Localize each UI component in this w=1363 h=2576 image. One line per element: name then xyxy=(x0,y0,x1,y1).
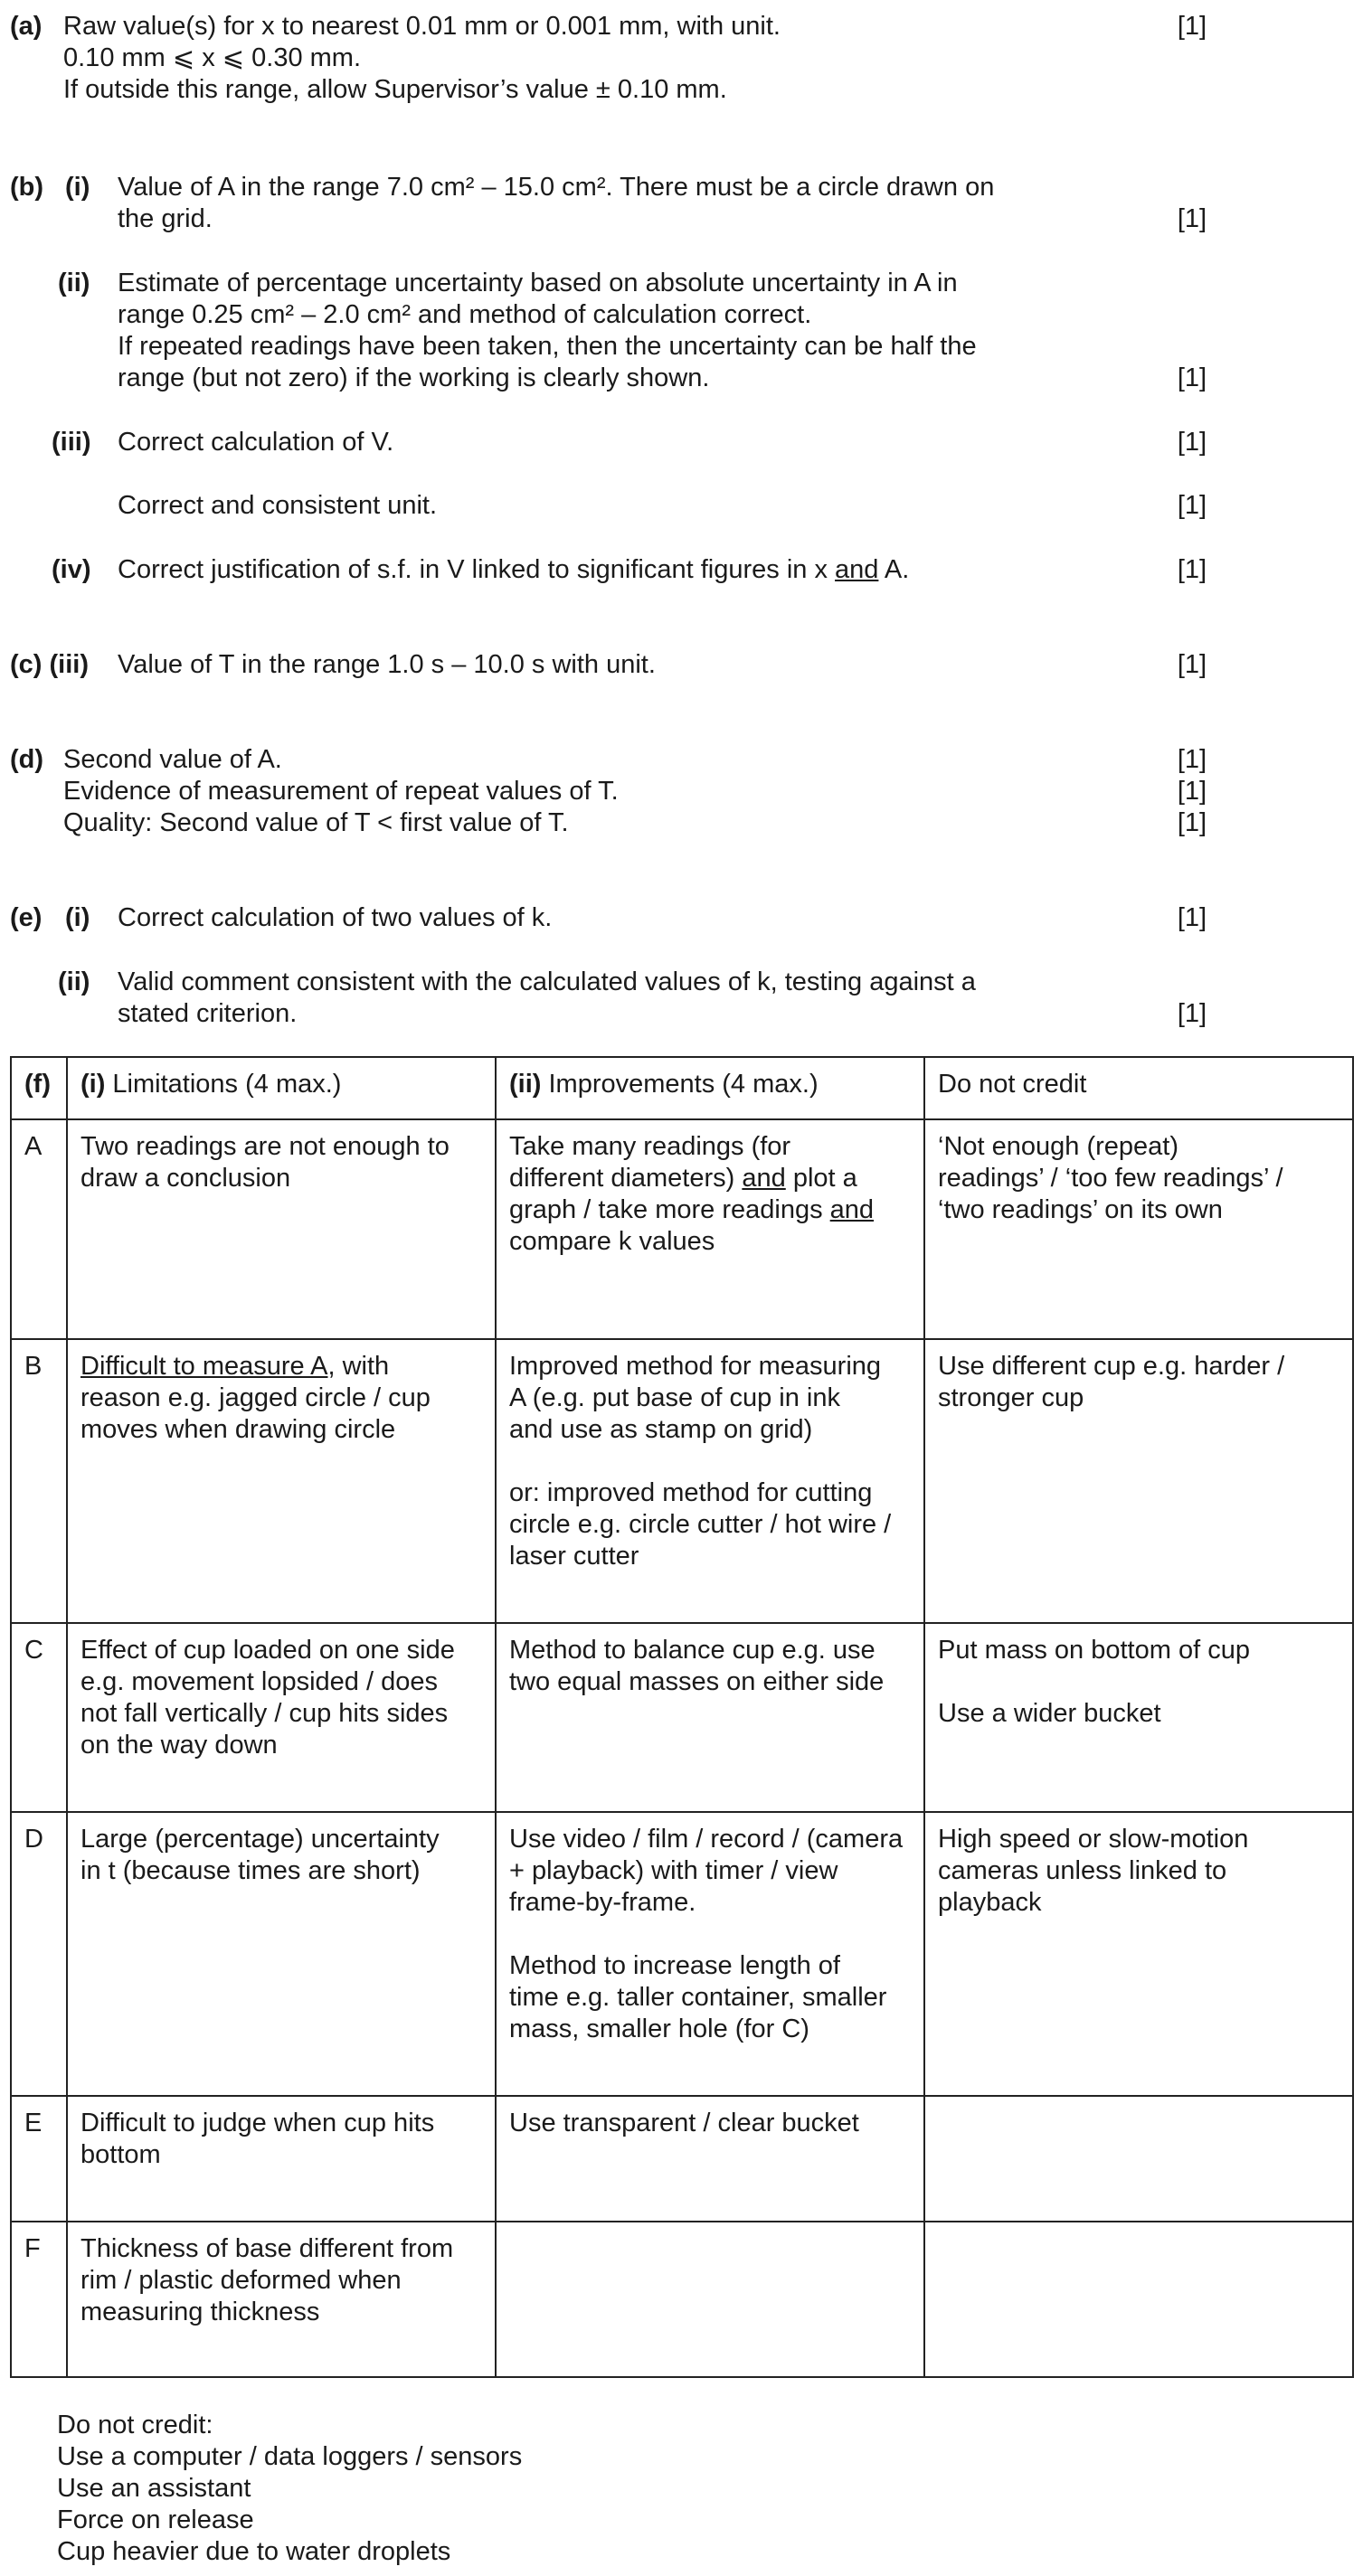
row-b-nocredit-line-2: stronger cup xyxy=(938,1383,1084,1412)
row-b-improvement-line-3: and use as stamp on grid) xyxy=(509,1415,813,1444)
row-b-improvement-alt-line-3: laser cutter xyxy=(509,1542,639,1571)
row-b-nocredit-line-1: Use different cup e.g. harder / xyxy=(938,1352,1285,1381)
part-b-iii-mark-2: [1] xyxy=(1177,491,1207,520)
row-a-improvement-and-1: and xyxy=(742,1164,786,1193)
row-c-id: C xyxy=(11,1623,67,1812)
table-header-limitations-label: (i) xyxy=(80,1070,106,1099)
row-a-nocredit xyxy=(924,1119,1353,1339)
part-c-label: (c) (iii) xyxy=(10,650,89,679)
do-not-credit-item-3: Force on release xyxy=(57,2505,254,2534)
do-not-credit-list xyxy=(57,2410,522,2568)
row-c-limitation-line-4: on the way down xyxy=(80,1731,278,1760)
table-row xyxy=(11,1119,1353,1339)
row-c-nocredit-gap xyxy=(938,1666,1341,1698)
row-d-nocredit-line-2: cameras unless linked to xyxy=(938,1856,1227,1885)
row-d-limitation xyxy=(67,1812,496,2096)
row-b-improvement-alt-line-2: circle e.g. circle cutter / hot wire / xyxy=(509,1510,892,1539)
row-a-limitation-line-1: Two readings are not enough to xyxy=(80,1132,450,1161)
part-b-ii-line-1: Estimate of percentage uncertainty based on absolute uncertainty in A in xyxy=(118,269,958,297)
part-d-mark-3: [1] xyxy=(1177,808,1207,837)
row-f-improvement xyxy=(496,2222,924,2377)
row-b-limitation-line-1-rest: , with xyxy=(327,1352,390,1381)
part-e-label: (e) xyxy=(10,903,43,932)
part-a-mark: [1] xyxy=(1177,12,1207,41)
part-b-iii-label: (iii) xyxy=(52,428,91,457)
row-d-id: D xyxy=(11,1812,67,2096)
row-a-improvement-and-2: and xyxy=(829,1195,875,1224)
table-header-nocredit: Do not credit xyxy=(924,1057,1353,1119)
table-row xyxy=(11,1812,1353,2096)
row-d-nocredit xyxy=(924,1812,1353,2096)
part-a-line-1: Raw value(s) for x to nearest 0.01 mm or 0.001 mm, with unit. xyxy=(63,12,781,41)
part-c-mark: [1] xyxy=(1177,650,1207,679)
row-d-nocredit-line-1: High speed or slow-motion xyxy=(938,1825,1249,1854)
mark-scheme-table xyxy=(10,1056,1354,2378)
part-e-ii-mark: [1] xyxy=(1177,999,1207,1028)
part-b-ii-mark: [1] xyxy=(1177,363,1207,392)
row-e-limitation xyxy=(67,2096,496,2222)
table-header-improvements-label: (ii) xyxy=(509,1070,542,1099)
part-e-ii-line-2: stated criterion. xyxy=(118,999,298,1028)
table-header-limitations xyxy=(67,1057,496,1119)
table-header-improvements-text: Improvements (4 max.) xyxy=(541,1070,819,1099)
row-c-improvement xyxy=(496,1623,924,1812)
row-e-limitation-line-2: bottom xyxy=(80,2140,161,2169)
part-e-ii-line-1: Valid comment consistent with the calculated values of k, testing against a xyxy=(118,967,976,996)
do-not-credit-item-4: Cup heavier due to water droplets xyxy=(57,2537,451,2566)
part-b-ii-line-2: range 0.25 cm² – 2.0 cm² and method of calculation correct. xyxy=(118,300,812,329)
table-row xyxy=(11,1623,1353,1812)
part-b-ii-line-3: If repeated readings have been taken, then the uncertainty can be half the xyxy=(118,332,977,361)
row-a-limitation-line-2: draw a conclusion xyxy=(80,1164,291,1193)
part-d-marks xyxy=(1172,744,1212,839)
row-f-id: F xyxy=(11,2222,67,2377)
table-row xyxy=(11,2222,1353,2377)
row-b-nocredit xyxy=(924,1339,1353,1623)
part-d-label: (d) xyxy=(10,745,44,774)
row-a-nocredit-line-2: readings’ / ‘too few readings’ / xyxy=(938,1164,1283,1193)
part-a-line-3: If outside this range, allow Supervisor’s value ± 0.10 mm. xyxy=(63,75,727,104)
row-a-improvement-line-2 xyxy=(509,1163,913,1194)
part-e-ii-text xyxy=(118,967,976,1030)
part-b-i-line-1: Value of A in the range 7.0 cm² – 15.0 cm². There must be a circle drawn on xyxy=(118,173,995,202)
row-c-nocredit-line-1: Put mass on bottom of cup xyxy=(938,1636,1250,1665)
row-a-improvement-line-4: compare k values xyxy=(509,1227,715,1256)
part-d-text xyxy=(63,744,619,839)
row-d-limitation-line-2: in t (because times are short) xyxy=(80,1856,421,1885)
row-e-nocredit xyxy=(924,2096,1353,2222)
row-c-nocredit-line-2: Use a wider bucket xyxy=(938,1699,1161,1728)
part-b-iv-mark: [1] xyxy=(1177,555,1207,584)
row-c-limitation xyxy=(67,1623,496,1812)
row-b-limitation-line-2: reason e.g. jagged circle / cup xyxy=(80,1383,431,1412)
row-d-nocredit-line-3: playback xyxy=(938,1888,1042,1917)
row-c-improvement-line-1: Method to balance cup e.g. use xyxy=(509,1636,876,1665)
table-header-row xyxy=(11,1057,1353,1119)
row-d-improvement-alt-line-3: mass, smaller hole (for C) xyxy=(509,2015,809,2043)
row-c-limitation-line-2: e.g. movement lopsided / does xyxy=(80,1667,438,1696)
row-c-limitation-line-3: not fall vertically / cup hits sides xyxy=(80,1699,449,1728)
row-b-limitation-line-1 xyxy=(80,1351,484,1382)
do-not-credit-item-2: Use an assistant xyxy=(57,2474,251,2503)
row-f-limitation-line-1: Thickness of base different from xyxy=(80,2234,454,2263)
part-e-i-label: (i) xyxy=(65,903,90,932)
row-a-improvement-line-2-post: plot a xyxy=(785,1164,857,1193)
row-f-limitation-line-3: measuring thickness xyxy=(80,2298,320,2326)
part-b-label: (b) xyxy=(10,173,44,202)
row-b-improvement-line-2: A (e.g. put base of cup in ink xyxy=(509,1383,840,1412)
row-c-improvement-line-2: two equal masses on either side xyxy=(509,1667,885,1696)
part-b-iv-underlined: and xyxy=(835,555,879,584)
part-b-iv-label: (iv) xyxy=(52,555,91,584)
part-b-i-label: (i) xyxy=(65,173,90,202)
do-not-credit-item-1: Use a computer / data loggers / sensors xyxy=(57,2442,523,2471)
row-d-improvement-gap xyxy=(509,1919,913,1950)
row-a-id: A xyxy=(11,1119,67,1339)
row-b-limitation xyxy=(67,1339,496,1623)
part-b-iii-line-1: Correct calculation of V. xyxy=(118,428,394,457)
part-b-ii-text xyxy=(118,268,977,394)
row-a-improvement-line-3-pre: graph / take more readings xyxy=(509,1195,830,1224)
table-header-improvements xyxy=(496,1057,924,1119)
row-f-nocredit xyxy=(924,2222,1353,2377)
row-f-limitation-line-2: rim / plastic deformed when xyxy=(80,2266,402,2295)
part-e-i-mark: [1] xyxy=(1177,903,1207,932)
table-row xyxy=(11,2096,1353,2222)
row-c-nocredit xyxy=(924,1623,1353,1812)
part-b-ii-label: (ii) xyxy=(58,269,90,297)
part-c-line: Value of T in the range 1.0 s – 10.0 s with unit. xyxy=(118,650,656,679)
row-a-improvement xyxy=(496,1119,924,1339)
part-b-iv-text xyxy=(118,554,909,586)
row-b-improvement-line-1: Improved method for measuring xyxy=(509,1352,882,1381)
part-a-label: (a) xyxy=(10,12,43,41)
part-d-mark-2: [1] xyxy=(1177,777,1207,806)
part-d-line-2: Evidence of measurement of repeat values of T. xyxy=(63,777,619,806)
row-e-improvement xyxy=(496,2096,924,2222)
part-a-line-2: 0.10 mm ⩽ x ⩽ 0.30 mm. xyxy=(63,43,362,72)
do-not-credit-heading: Do not credit: xyxy=(57,2411,213,2439)
part-a xyxy=(10,11,42,42)
part-a-text xyxy=(63,11,781,106)
part-d-line-1: Second value of A. xyxy=(63,745,282,774)
part-d-line-3: Quality: Second value of T < first value of T. xyxy=(63,808,569,837)
row-d-limitation-line-1: Large (percentage) uncertainty xyxy=(80,1825,440,1854)
part-b-ii-line-4: range (but not zero) if the working is clearly shown. xyxy=(118,363,710,392)
row-e-id: E xyxy=(11,2096,67,2222)
part-b-i-mark: [1] xyxy=(1177,204,1207,233)
table-header-id: (f) xyxy=(11,1057,67,1119)
part-b-i-line-2: the grid. xyxy=(118,204,213,233)
row-c-limitation-line-1: Effect of cup loaded on one side xyxy=(80,1636,455,1665)
part-b-iv-post: A. xyxy=(878,555,910,584)
row-a-nocredit-line-3: ‘two readings’ on its own xyxy=(938,1195,1223,1224)
row-a-limitation xyxy=(67,1119,496,1339)
part-b-iv-pre: Correct justification of s.f. in V linked to significant figures in x xyxy=(118,555,836,584)
row-d-improvement-line-1: Use video / film / record / (camera xyxy=(509,1825,904,1854)
row-a-improvement-line-3 xyxy=(509,1194,913,1226)
part-b-iii-mark-1: [1] xyxy=(1177,428,1207,457)
part-b-i-text xyxy=(118,172,994,235)
row-a-improvement-line-2-pre: different diameters) xyxy=(509,1164,743,1193)
part-e-ii-label: (ii) xyxy=(58,967,90,996)
row-b-id: B xyxy=(11,1339,67,1623)
row-a-nocredit-line-1: ‘Not enough (repeat) xyxy=(938,1132,1178,1161)
row-b-limitation-underlined: Difficult to measure A xyxy=(80,1352,328,1381)
row-d-improvement xyxy=(496,1812,924,2096)
part-d-mark-1: [1] xyxy=(1177,745,1207,774)
row-f-limitation xyxy=(67,2222,496,2377)
row-b-improvement-alt-line-1: or: improved method for cutting xyxy=(509,1478,873,1507)
table-header-limitations-text: Limitations (4 max.) xyxy=(105,1070,342,1099)
row-d-improvement-alt-line-2: time e.g. taller container, smaller xyxy=(509,1983,887,2012)
row-b-improvement-gap xyxy=(509,1446,913,1477)
row-d-improvement-line-2: + playback) with timer / view xyxy=(509,1856,838,1885)
row-b-improvement xyxy=(496,1339,924,1623)
row-b-limitation-line-3: moves when drawing circle xyxy=(80,1415,396,1444)
row-e-improvement-line-1: Use transparent / clear bucket xyxy=(509,2109,859,2137)
table-row xyxy=(11,1339,1353,1623)
row-d-improvement-line-3: frame-by-frame. xyxy=(509,1888,696,1917)
row-a-improvement-line-1: Take many readings (for xyxy=(509,1132,791,1161)
row-e-limitation-line-1: Difficult to judge when cup hits xyxy=(80,2109,435,2137)
part-e-i-line: Correct calculation of two values of k. xyxy=(118,903,553,932)
row-d-improvement-alt-line-1: Method to increase length of xyxy=(509,1951,840,1980)
part-b-iii-line-2: Correct and consistent unit. xyxy=(118,491,438,520)
